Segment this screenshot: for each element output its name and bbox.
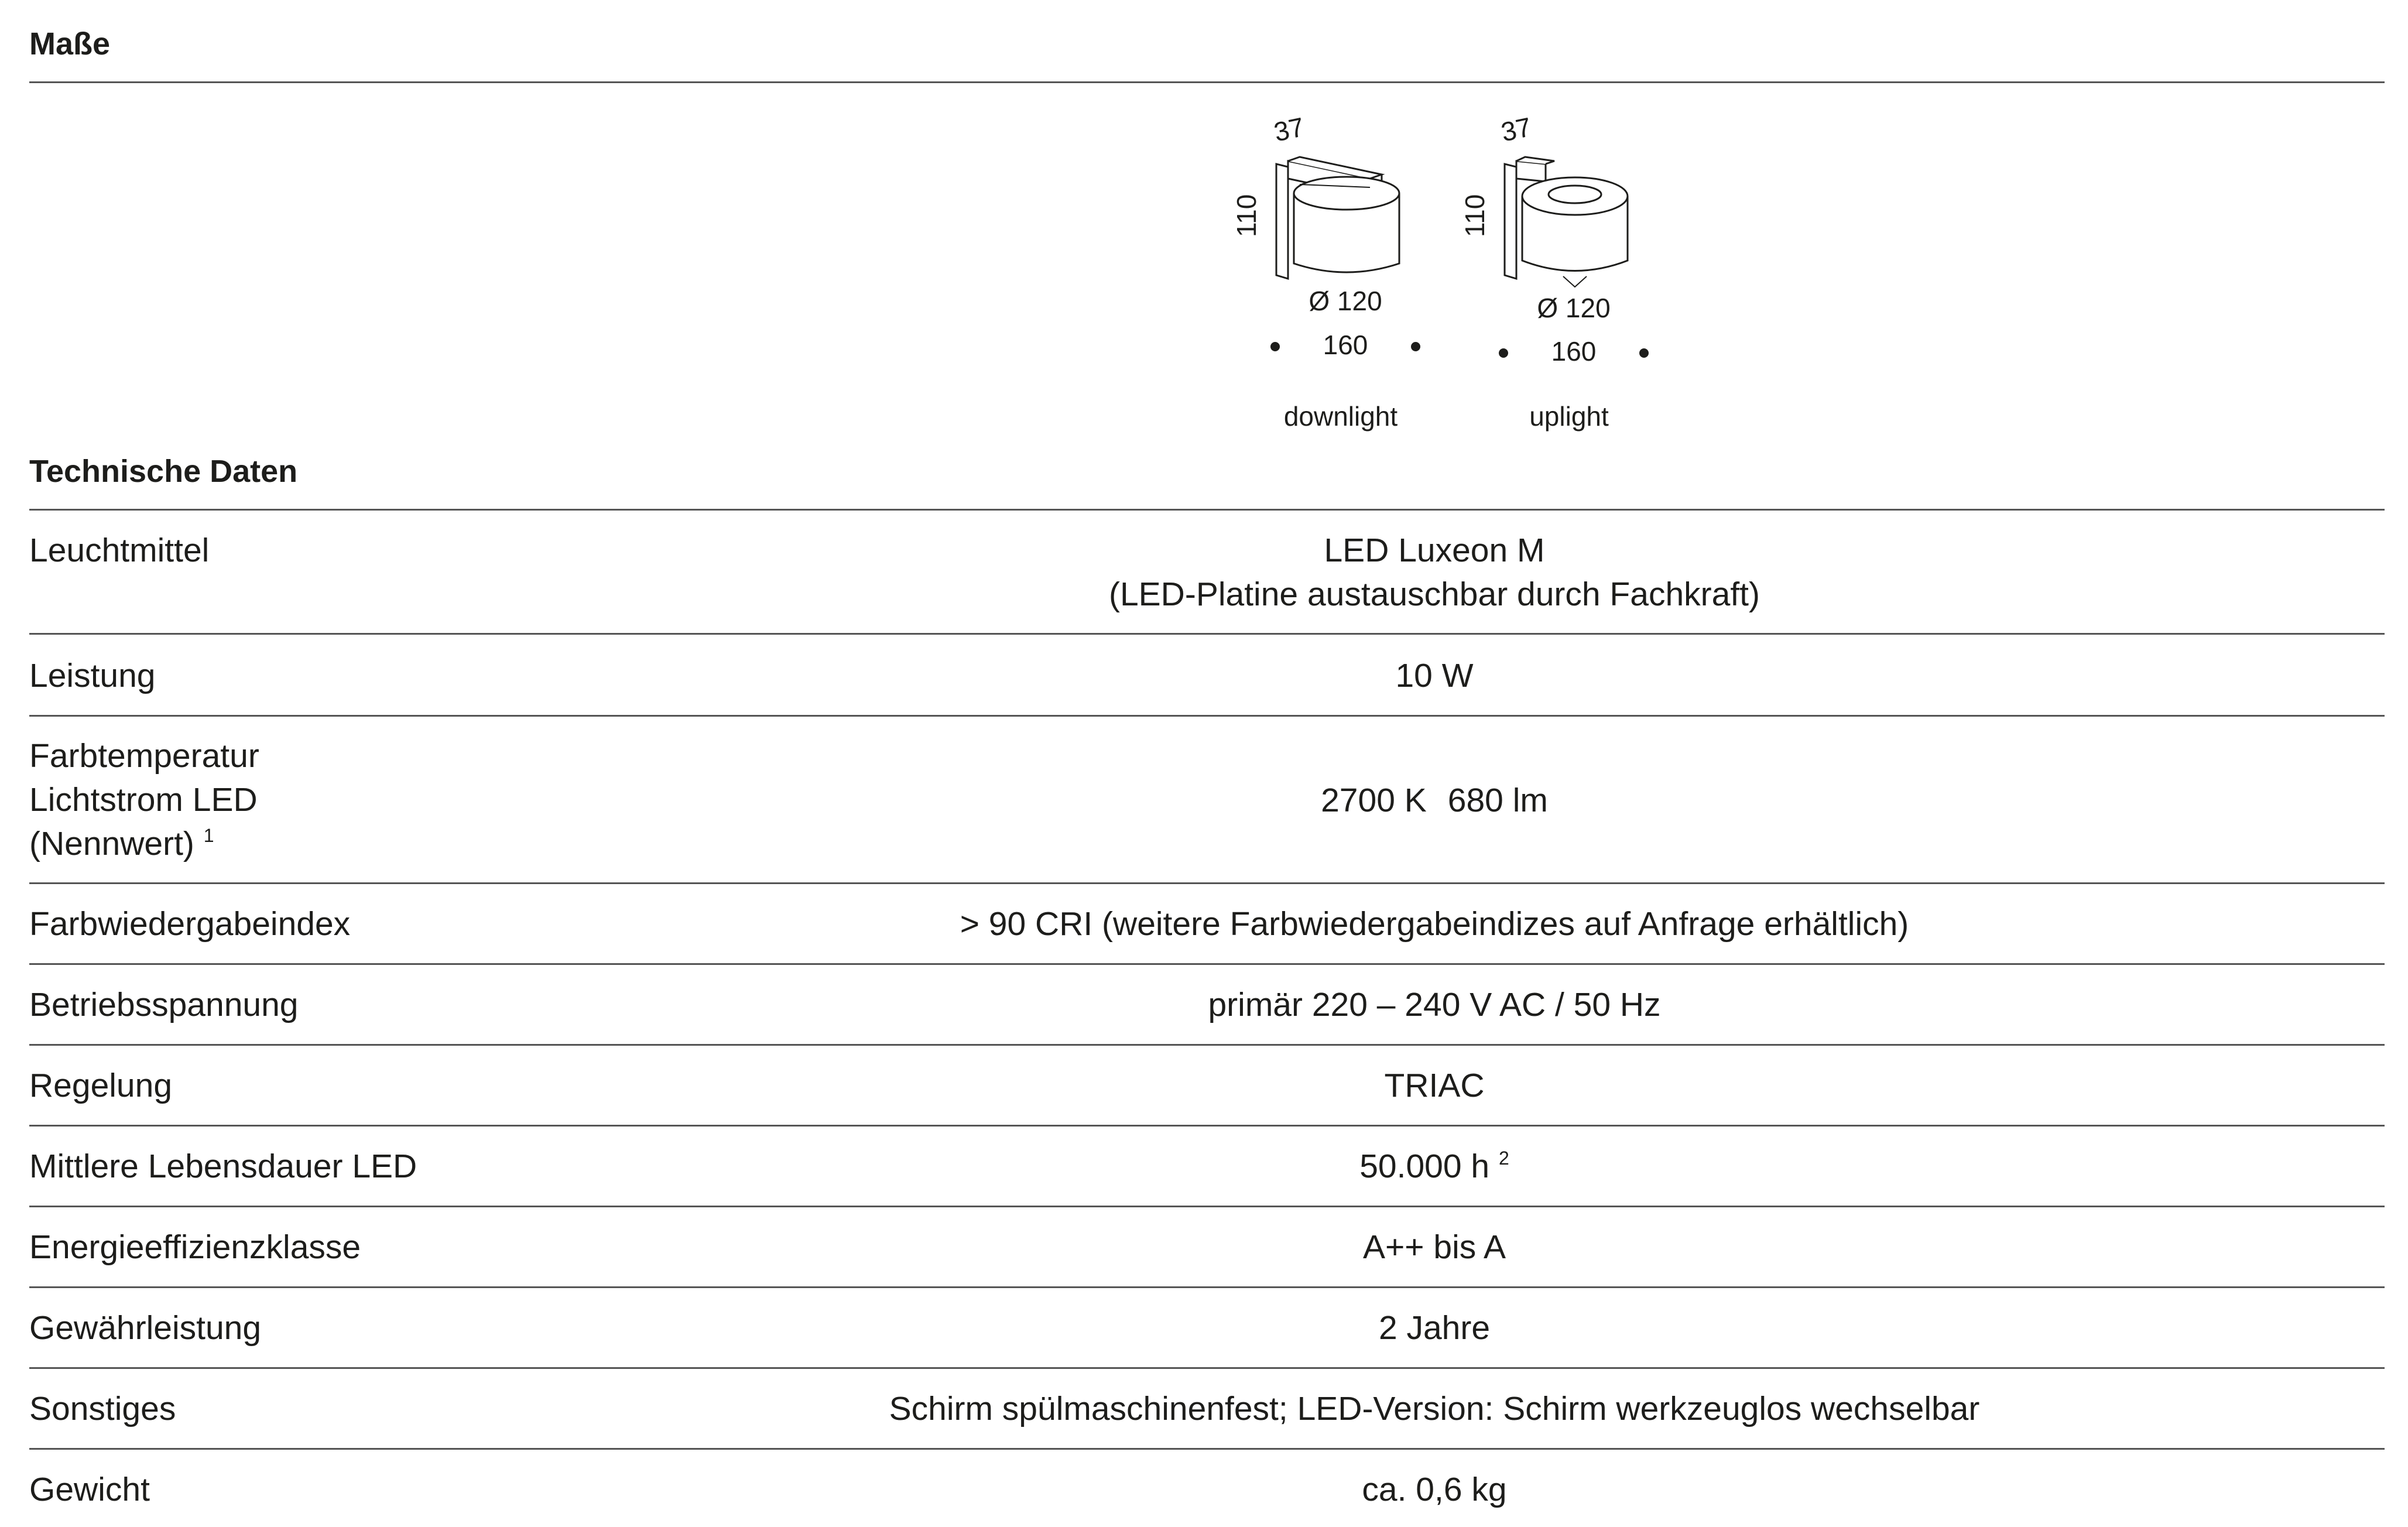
uplight-diameter: Ø 120 <box>1537 293 1611 323</box>
row-label-farbtemperatur <box>29 734 259 866</box>
dimension-dot <box>1270 342 1280 351</box>
row-label-sonstiges: Sonstiges <box>29 1390 176 1427</box>
divider <box>29 1044 2385 1046</box>
divider <box>29 633 2385 635</box>
dimension-dot <box>1411 342 1420 351</box>
row-label-lebensdauer: Mittlere Lebensdauer LED <box>29 1148 417 1185</box>
row-value-gewicht: ca. 0,6 kg <box>1362 1471 1507 1508</box>
downlight-diameter: Ø 120 <box>1309 286 1382 316</box>
row-label-leuchtmittel: Leuchtmittel <box>29 532 210 569</box>
uplight-projection: 160 <box>1551 336 1597 367</box>
footnote-marker: 1 <box>203 825 214 846</box>
divider <box>29 963 2385 965</box>
divider <box>29 715 2385 717</box>
downlight-drawing <box>1276 157 1399 279</box>
divider <box>29 1125 2385 1127</box>
row-value-gewaehrleistung: 2 Jahre <box>1378 1309 1491 1347</box>
lifetime-value: 50.000 h <box>1359 1148 1490 1185</box>
nennwert-text: (Nennwert) <box>29 825 194 862</box>
uplight-label: uplight <box>1529 401 1609 432</box>
divider <box>29 1206 2385 1207</box>
divider <box>29 1367 2385 1369</box>
downlight-label: downlight <box>1283 401 1398 432</box>
farbtemperatur-label-line3 <box>29 822 259 866</box>
row-value-regelung: TRIAC <box>1384 1067 1485 1104</box>
leuchtmittel-value-line2: (LED-Platine austauschbar durch Fachkraft) <box>1108 576 1760 613</box>
row-label-farbwiedergabe: Farbwiedergabeindex <box>29 905 351 943</box>
row-value-farbwiedergabe: > 90 CRI (weitere Farbwiedergabeindizes auf Anfrage erhältlich) <box>960 905 1909 943</box>
downlight-height: 110 <box>1231 194 1262 237</box>
technical-data-heading: Technische Daten <box>29 454 298 489</box>
row-value-energieeffizienz: A++ bis A <box>1362 1228 1506 1266</box>
uplight-depth: 37 <box>1498 111 1534 148</box>
divider <box>29 1448 2385 1450</box>
row-label-gewicht: Gewicht <box>29 1471 150 1508</box>
divider <box>29 1286 2385 1288</box>
downlight-projection: 160 <box>1323 330 1368 360</box>
row-value-leuchtmittel <box>644 529 2225 617</box>
uplight-height: 110 <box>1460 194 1490 237</box>
row-value-lebensdauer <box>644 1145 2225 1189</box>
farbtemperatur-label-line2: Lichtstrom LED <box>29 781 258 819</box>
color-temperature-value: 2700 K <box>1321 782 1427 819</box>
dimensions-heading: Maße <box>29 26 111 61</box>
divider <box>29 81 2385 83</box>
uplight-drawing <box>1505 157 1628 287</box>
downlight-depth: 37 <box>1271 111 1307 148</box>
row-label-leistung: Leistung <box>29 657 156 694</box>
row-label-gewaehrleistung: Gewährleistung <box>29 1309 262 1347</box>
row-label-betriebsspannung: Betriebsspannung <box>29 986 299 1023</box>
divider <box>29 509 2385 511</box>
row-value-betriebsspannung: primär 220 – 240 V AC / 50 Hz <box>1208 986 1661 1023</box>
row-value-farbtemperatur <box>644 779 2225 823</box>
row-label-regelung: Regelung <box>29 1067 173 1104</box>
luminous-flux-value: 680 lm <box>1447 782 1548 819</box>
row-value-sonstiges: Schirm spülmaschinenfest; LED-Version: Schirm werkzeuglos wechselbar <box>889 1390 1980 1427</box>
row-value-leistung: 10 W <box>1395 657 1474 694</box>
footnote-marker: 2 <box>1498 1148 1509 1169</box>
dimension-dot <box>1499 348 1508 358</box>
leuchtmittel-value-line1: LED Luxeon M <box>1324 532 1545 569</box>
farbtemperatur-label-line1: Farbtemperatur <box>29 737 259 775</box>
row-label-energieeffizienz: Energieeffizienzklasse <box>29 1228 361 1266</box>
divider <box>29 882 2385 884</box>
dimension-dot <box>1639 348 1649 358</box>
dimension-drawing <box>1212 105 1680 451</box>
